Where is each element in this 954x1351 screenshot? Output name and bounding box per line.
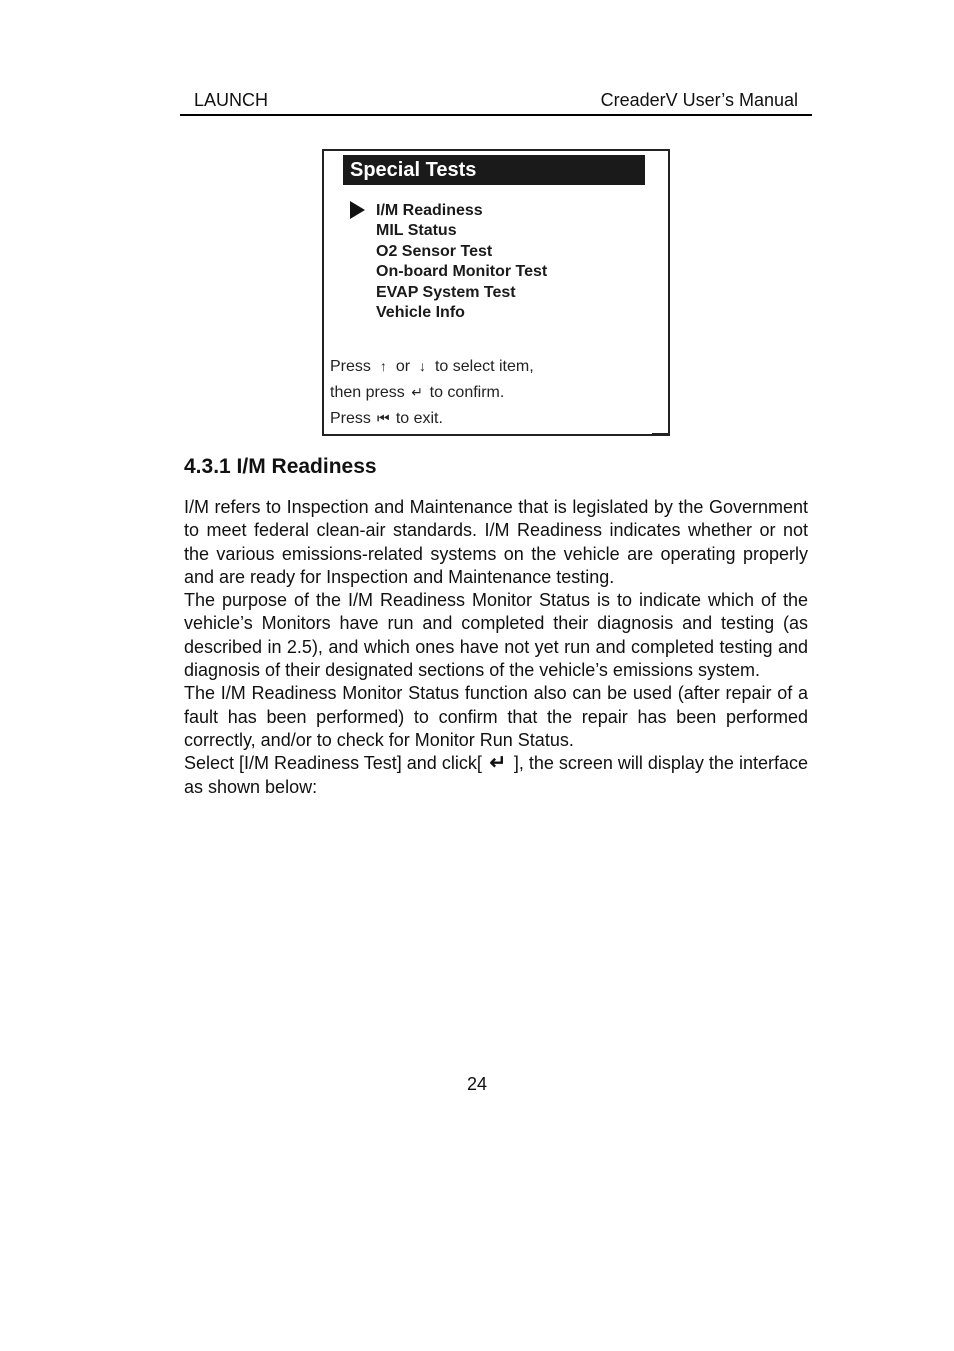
header-manual-title: CreaderV User’s Manual: [600, 90, 798, 110]
menu-item-vehicle-info[interactable]: Vehicle Info: [376, 303, 465, 321]
down-arrow-icon: ↓: [419, 358, 426, 374]
section-title: 4.3.1 I/M Readiness: [184, 455, 377, 478]
menu-item-evap-system-test[interactable]: EVAP System Test: [376, 283, 516, 301]
selection-pointer-icon: [350, 201, 365, 219]
page-number: 24: [466, 1074, 488, 1094]
special-tests-menu: [376, 201, 547, 323]
enter-key-icon: ↵: [489, 752, 507, 775]
menu-item-im-readiness[interactable]: I/M Readiness: [376, 202, 483, 219]
up-arrow-icon: ↑: [379, 358, 387, 374]
page-header: [180, 88, 812, 116]
hint-line-confirm: then press ↵ to confirm.: [330, 384, 505, 401]
screen-title: Special Tests: [343, 155, 645, 185]
menu-item-onboard-monitor-test[interactable]: On-board Monitor Test: [376, 263, 548, 281]
paragraph-definition: I/M refers to Inspection and Maintenance that is legislated by the Government to meet federal clean-air standards. I/M Readiness indicates whether or not the various emissions-related systems on the vehicle are operating properly and are ready for Inspection and Maintenance testing.: [184, 497, 808, 587]
exit-icon: ⏮: [377, 410, 390, 426]
screen-border-accent: [652, 433, 670, 436]
paragraph-instruction: Select [I/M Readiness Test] and click[ ↵ ], the screen will display the interface as shown below:: [184, 752, 808, 797]
paragraph-purpose: The purpose of the I/M Readiness Monitor Status is to indicate which of the vehicle’s Monitors have run and completed their diagnosis and testing (as described in 2.5), and which ones have not yet run and completed testing and diagnosis of their designated sections of the vehicle’s emissions system.: [184, 590, 808, 681]
paragraph-repair-check: The I/M Readiness Monitor Status function also can be used (after repair of a fault has been performed) to confirm that the repair has been performed correctly, and/or to check for Monitor Run Status.: [184, 683, 808, 750]
enter-icon: ↵: [411, 384, 424, 400]
header-brand: LAUNCH: [194, 90, 269, 110]
body-text: [184, 496, 808, 799]
device-screen: [322, 149, 670, 436]
menu-item-mil-status[interactable]: MIL Status: [376, 222, 457, 240]
hint-line-exit: Press ⏮ to exit.: [330, 410, 443, 427]
hint-line-select: Press ↑ or ↓ to select item,: [330, 358, 534, 375]
menu-item-o2-sensor-test[interactable]: O2 Sensor Test: [376, 242, 493, 260]
